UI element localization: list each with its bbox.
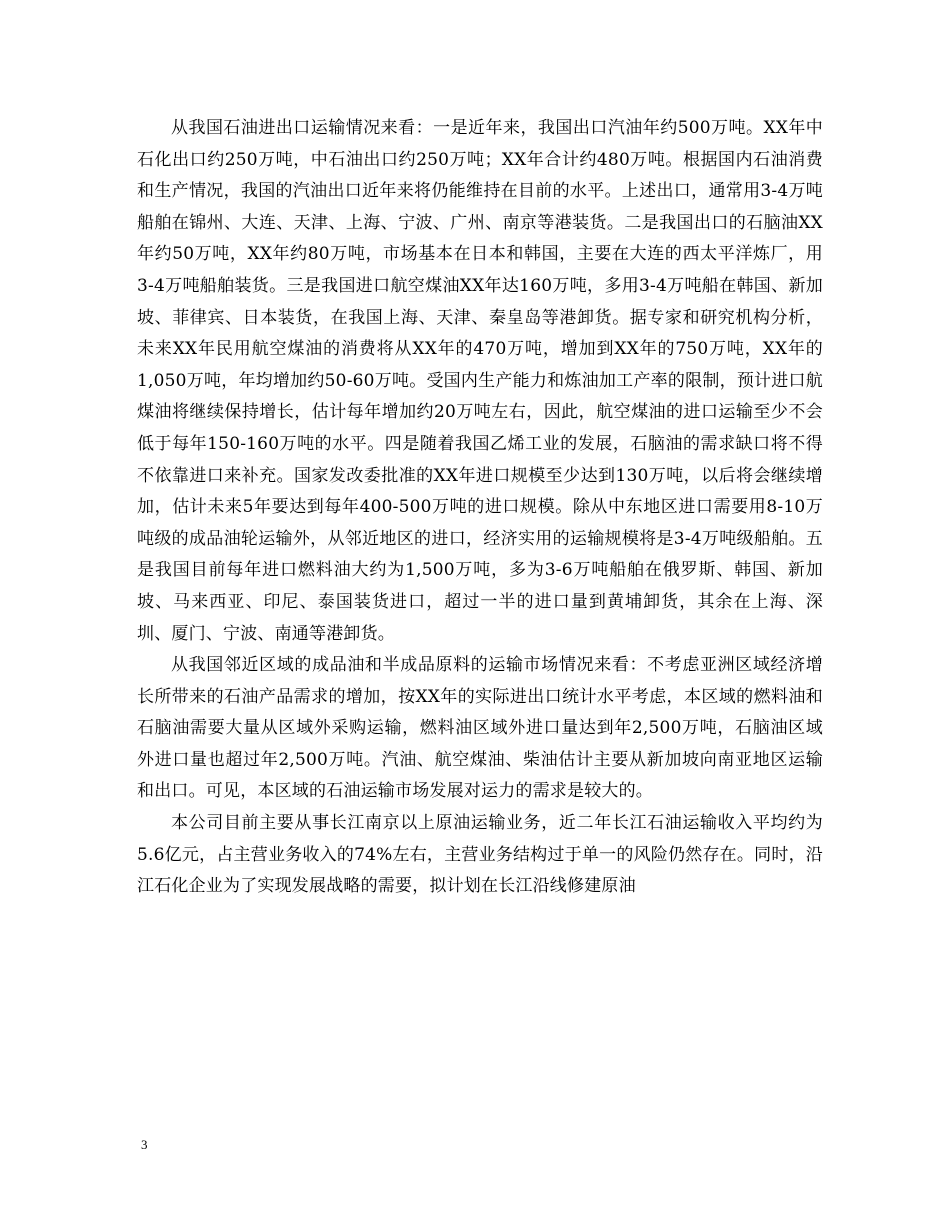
page-number: 3 <box>141 1137 148 1152</box>
document-body <box>137 113 823 903</box>
paragraph-company-business: 本公司目前主要从事长江南京以上原油运输业务，近二年长江石油运输收入平均约为5.6亿元，占主营业务收入的74%左右，主营业务结构过于单一的风险仍然存在。同时，沿江石化企业为了实现发展战略的需要，拟计划在长江沿线修建原油 <box>137 813 823 897</box>
paragraph-oil-import-export: 从我国石油进出口运输情况来看：一是近年来，我国出口汽油年约500万吨。XX年中石化出口约250万吨，中石油出口约250万吨；XX年合计约480万吨。根据国内石油消费和生产情况，我国的汽油出口近年来将仍能维持在目前的水平。上述出口，通常用3-4万吨船舶在锦州、大连、天津、上海、宁波、广州、南京等港装货。二是我国出口的石脑油XX年约50万吨，XX年约80万吨，市场基本在日本和韩国，主要在大连的西太平洋炼厂，用3-4万吨船舶装货。三是我国进口航空煤油XX年达160万吨，多用3-4万吨船在韩国、新加坡、菲律宾、日本装货，在我国上海、天津、秦皇岛等港卸货。据专家和研究机构分析，未来XX年民用航空煤油的消费将从XX年的470万吨，增加到XX年的750万吨，XX年的1,050万吨，年均增加约50-60万吨。受国内生产能力和炼油加工产率的限制，预计进口航煤油将继续保持增长，估计每年增加约20万吨左右，因此，航空煤油的进口运输至少不会低于每年150-160万吨的水平。四是随着我国乙烯工业的发展，石脑油的需求缺口将不得不依靠进口来补充。国家发改委批准的XX年进口规模至少达到130万吨，以后将会继续增加，估计未来5年要达到每年400-500万吨的进口规模。除从中东地区进口需要用8-10万吨级的成品油轮运输外，从邻近地区的进口，经济实用的运输规模将是3-4万吨级船舶。五是我国目前每年进口燃料油大约为1,500万吨，多为3-6万吨船舶在俄罗斯、韩国、新加坡、马来西亚、印尼、泰国装货进口，超过一半的进口量到黄埔卸货，其余在上海、深圳、厦门、宁波、南通等港卸货。 <box>137 118 823 644</box>
paragraph-regional-market: 从我国邻近区域的成品油和半成品原料的运输市场情况来看：不考虑亚洲区域经济增长所带来的石油产品需求的增加，按XX年的实际进出口统计水平考虑，本区域的燃料油和石脑油需要大量从区域外采购运输，燃料油区域外进口量达到年2,500万吨，石脑油区域外进口量也超过年2,500万吨。汽油、航空煤油、柴油估计主要从新加坡向南亚地区运输和出口。可见，本区域的石油运输市场发展对运力的需求是较大的。 <box>137 655 823 802</box>
